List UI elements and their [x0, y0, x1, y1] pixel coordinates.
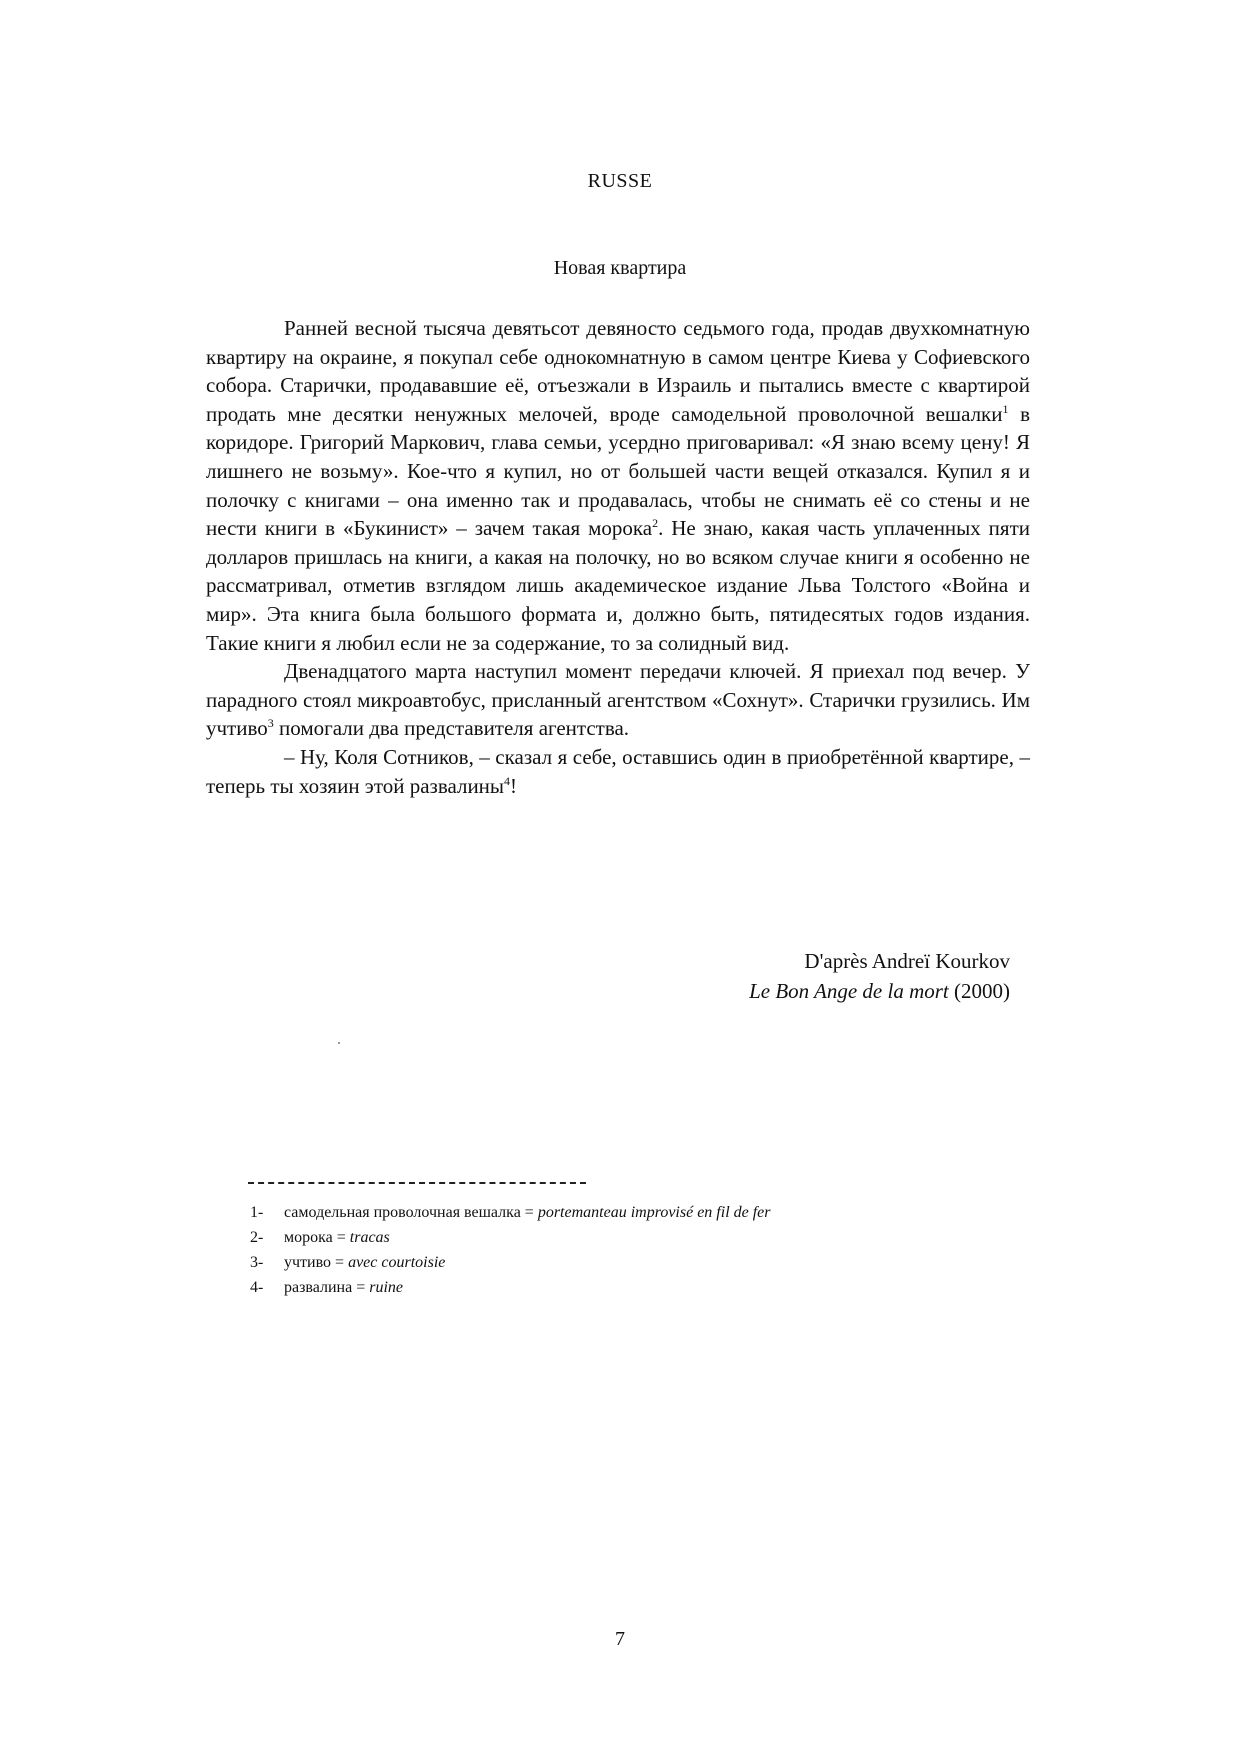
attribution: [749, 946, 1010, 1006]
footnote-separator: [248, 1182, 586, 1184]
paragraph-1: [206, 314, 1030, 657]
attribution-source: [749, 976, 1010, 1006]
footnote-text: [284, 1275, 403, 1300]
paragraph-2-part-a: Двенадцатого марта наступил момент передачи ключей. Я приехал под вечер. У парадного стоял микроавтобус, присланный агентством «Сохнут». Старички грузились. Им учтиво: [206, 659, 1030, 741]
paragraph-2-part-b: помогали два представителя агентства.: [273, 716, 630, 741]
footnote-ref-3: 3: [267, 716, 274, 731]
footnote-number: 3-: [250, 1254, 264, 1271]
footnote-text: [284, 1225, 390, 1250]
footnote-number: 4-: [250, 1279, 264, 1296]
footnote-russian: учтиво =: [284, 1254, 349, 1271]
footnote-russian: морока =: [284, 1229, 350, 1246]
paragraph-3: [206, 743, 1030, 800]
footnote-french: avec courtoisie: [348, 1254, 446, 1271]
footnote-ref-2: 2: [652, 516, 659, 531]
story-text: [206, 314, 1030, 800]
scan-speck: [338, 1042, 340, 1044]
footnote-text: [284, 1250, 445, 1275]
paragraph-3-part-b: !: [510, 773, 518, 798]
footnote-text: [284, 1200, 771, 1225]
footnote-item: [250, 1275, 771, 1300]
footnote-number: 1-: [250, 1204, 264, 1221]
attribution-author: D'après Andreï Kourkov: [804, 949, 1010, 973]
footnote-russian: развалина =: [284, 1279, 370, 1296]
footnote-ref-1: 1: [1002, 401, 1009, 416]
footnote-item: [250, 1250, 771, 1275]
paragraph-1-part-a: Ранней весной тысяча девятьсот девяносто седьмого года, продав двухкомнатную квартиру на окраине, я покупал себе однокомнатную в самом центре Киева у Софиевского собора. Старички, продававшие её, отъезжали в Израиль и пытались вместе с квартирой продать мне десятки ненужных мелочей, вроде самодельной проволочной вешалки: [206, 316, 1030, 426]
footnote-russian: самодельная проволочная вешалка =: [284, 1204, 538, 1221]
footnote-ref-4: 4: [504, 773, 511, 788]
attribution-year: (2000): [954, 979, 1010, 1003]
story-title: Новая квартира: [553, 257, 687, 279]
attribution-work-title: Le Bon Ange de la mort: [749, 979, 949, 1003]
footnote-number: 2-: [250, 1229, 264, 1246]
footnote-french: portemanteau improvisé en fil de fer: [537, 1204, 771, 1221]
paragraph-2: [206, 657, 1030, 743]
paragraph-3-part-a: – Ну, Коля Сотников, – сказал я себе, оставшись один в приобретённой квартире, – теперь ты хозяин этой развалины: [206, 744, 1030, 798]
paragraph-1-part-c: . Не знаю, какая часть уплаченных пяти долларов пришлась на книги, а какая на полочку, но во всяком случае книги я особенно не рассматривал, отметив взглядом лишь академическое издание Льва Толстого «Война и мир». Эта книга была большого формата и, должно быть, пятидесятых годов издания. Такие книги я любил если не за содержание, то за солидный вид.: [206, 516, 1030, 655]
footnote-item: [250, 1225, 771, 1250]
footnotes-list: [250, 1200, 771, 1300]
footnote-item: [250, 1200, 771, 1225]
page-number: 7: [615, 1628, 625, 1650]
footnote-french: ruine: [369, 1279, 404, 1296]
paragraph-1-part-b: в коридоре. Григорий Маркович, глава семьи, усердно приговаривал: «Я знаю всему цену! Я лишнего не возьму». Кое-что я купил, но от большей части вещей отказался. Купил я и полочку с книгами – она именно так и продавалась, чтобы не снимать её со стены и не нести книги в «Букинист» – зачем такая морока: [206, 401, 1030, 541]
language-heading: RUSSE: [587, 170, 653, 192]
footnote-french: tracas: [349, 1229, 390, 1246]
